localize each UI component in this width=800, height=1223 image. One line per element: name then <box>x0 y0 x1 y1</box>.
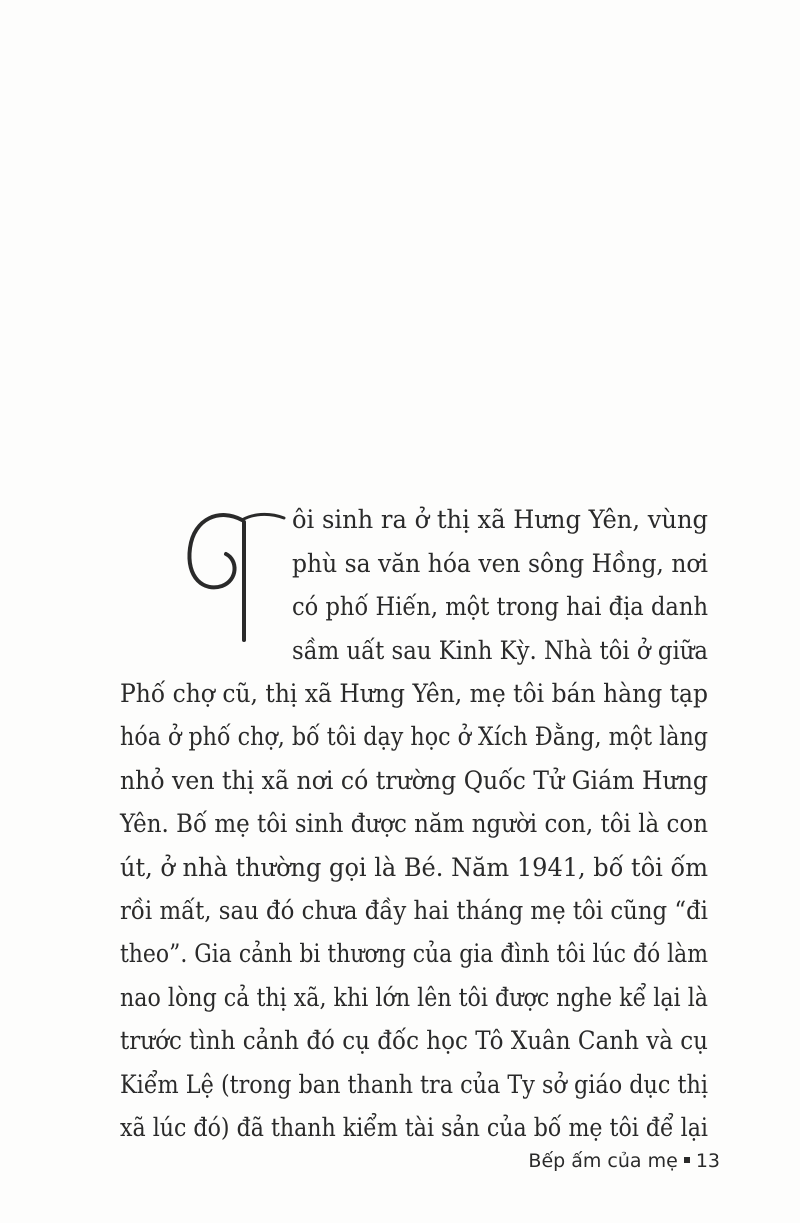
text-line: sầm uất sau Kinh Kỳ. Nhà tôi ở giữa <box>292 636 708 665</box>
text-line: Phố chợ cũ, thị xã Hưng Yên, mẹ tôi bán hàng tạp <box>120 679 708 708</box>
text-line: nao lòng cả thị xã, khi lớn lên tôi được nghe kể lại là <box>120 983 708 1012</box>
text-line: xã lúc đó) đã thanh kiểm tài sản của bố mẹ tôi để lại <box>120 1113 708 1142</box>
text-line: rồi mất, sau đó chưa đầy hai tháng mẹ tôi cũng “đi <box>120 896 708 925</box>
text-line: ôi sinh ra ở thị xã Hưng Yên, vùng <box>292 505 708 534</box>
text-line: út, ở nhà thường gọi là Bé. Năm 1941, bố tôi ốm <box>120 853 708 882</box>
text-line: phù sa văn hóa ven sông Hồng, nơi <box>292 549 708 578</box>
text-line: Kiểm Lệ (trong ban thanh tra của Ty sở giáo dục thị <box>120 1070 708 1099</box>
footer-separator-square-icon <box>684 1157 690 1163</box>
text-line: hóa ở phố chợ, bố tôi dạy học ở Xích Đằng, một làng <box>120 722 708 751</box>
text-line: trước tình cảnh đó cụ đốc học Tô Xuân Canh và cụ <box>120 1026 708 1055</box>
page-number: 13 <box>695 1150 720 1172</box>
text-line: có phố Hiến, một trong hai địa danh <box>292 592 708 621</box>
dropcap-letter-t <box>180 500 290 650</box>
page-footer <box>520 1150 720 1172</box>
text-line: theo”. Gia cảnh bi thương của gia đình tôi lúc đó làm <box>120 939 708 968</box>
footer-book-title: Bếp ấm của mẹ <box>528 1150 678 1172</box>
text-line: Yên. Bố mẹ tôi sinh được năm người con, tôi là con <box>120 809 708 838</box>
dropcap-ornament <box>180 500 290 650</box>
text-line: nhỏ ven thị xã nơi có trường Quốc Tử Giám Hưng <box>120 766 708 795</box>
